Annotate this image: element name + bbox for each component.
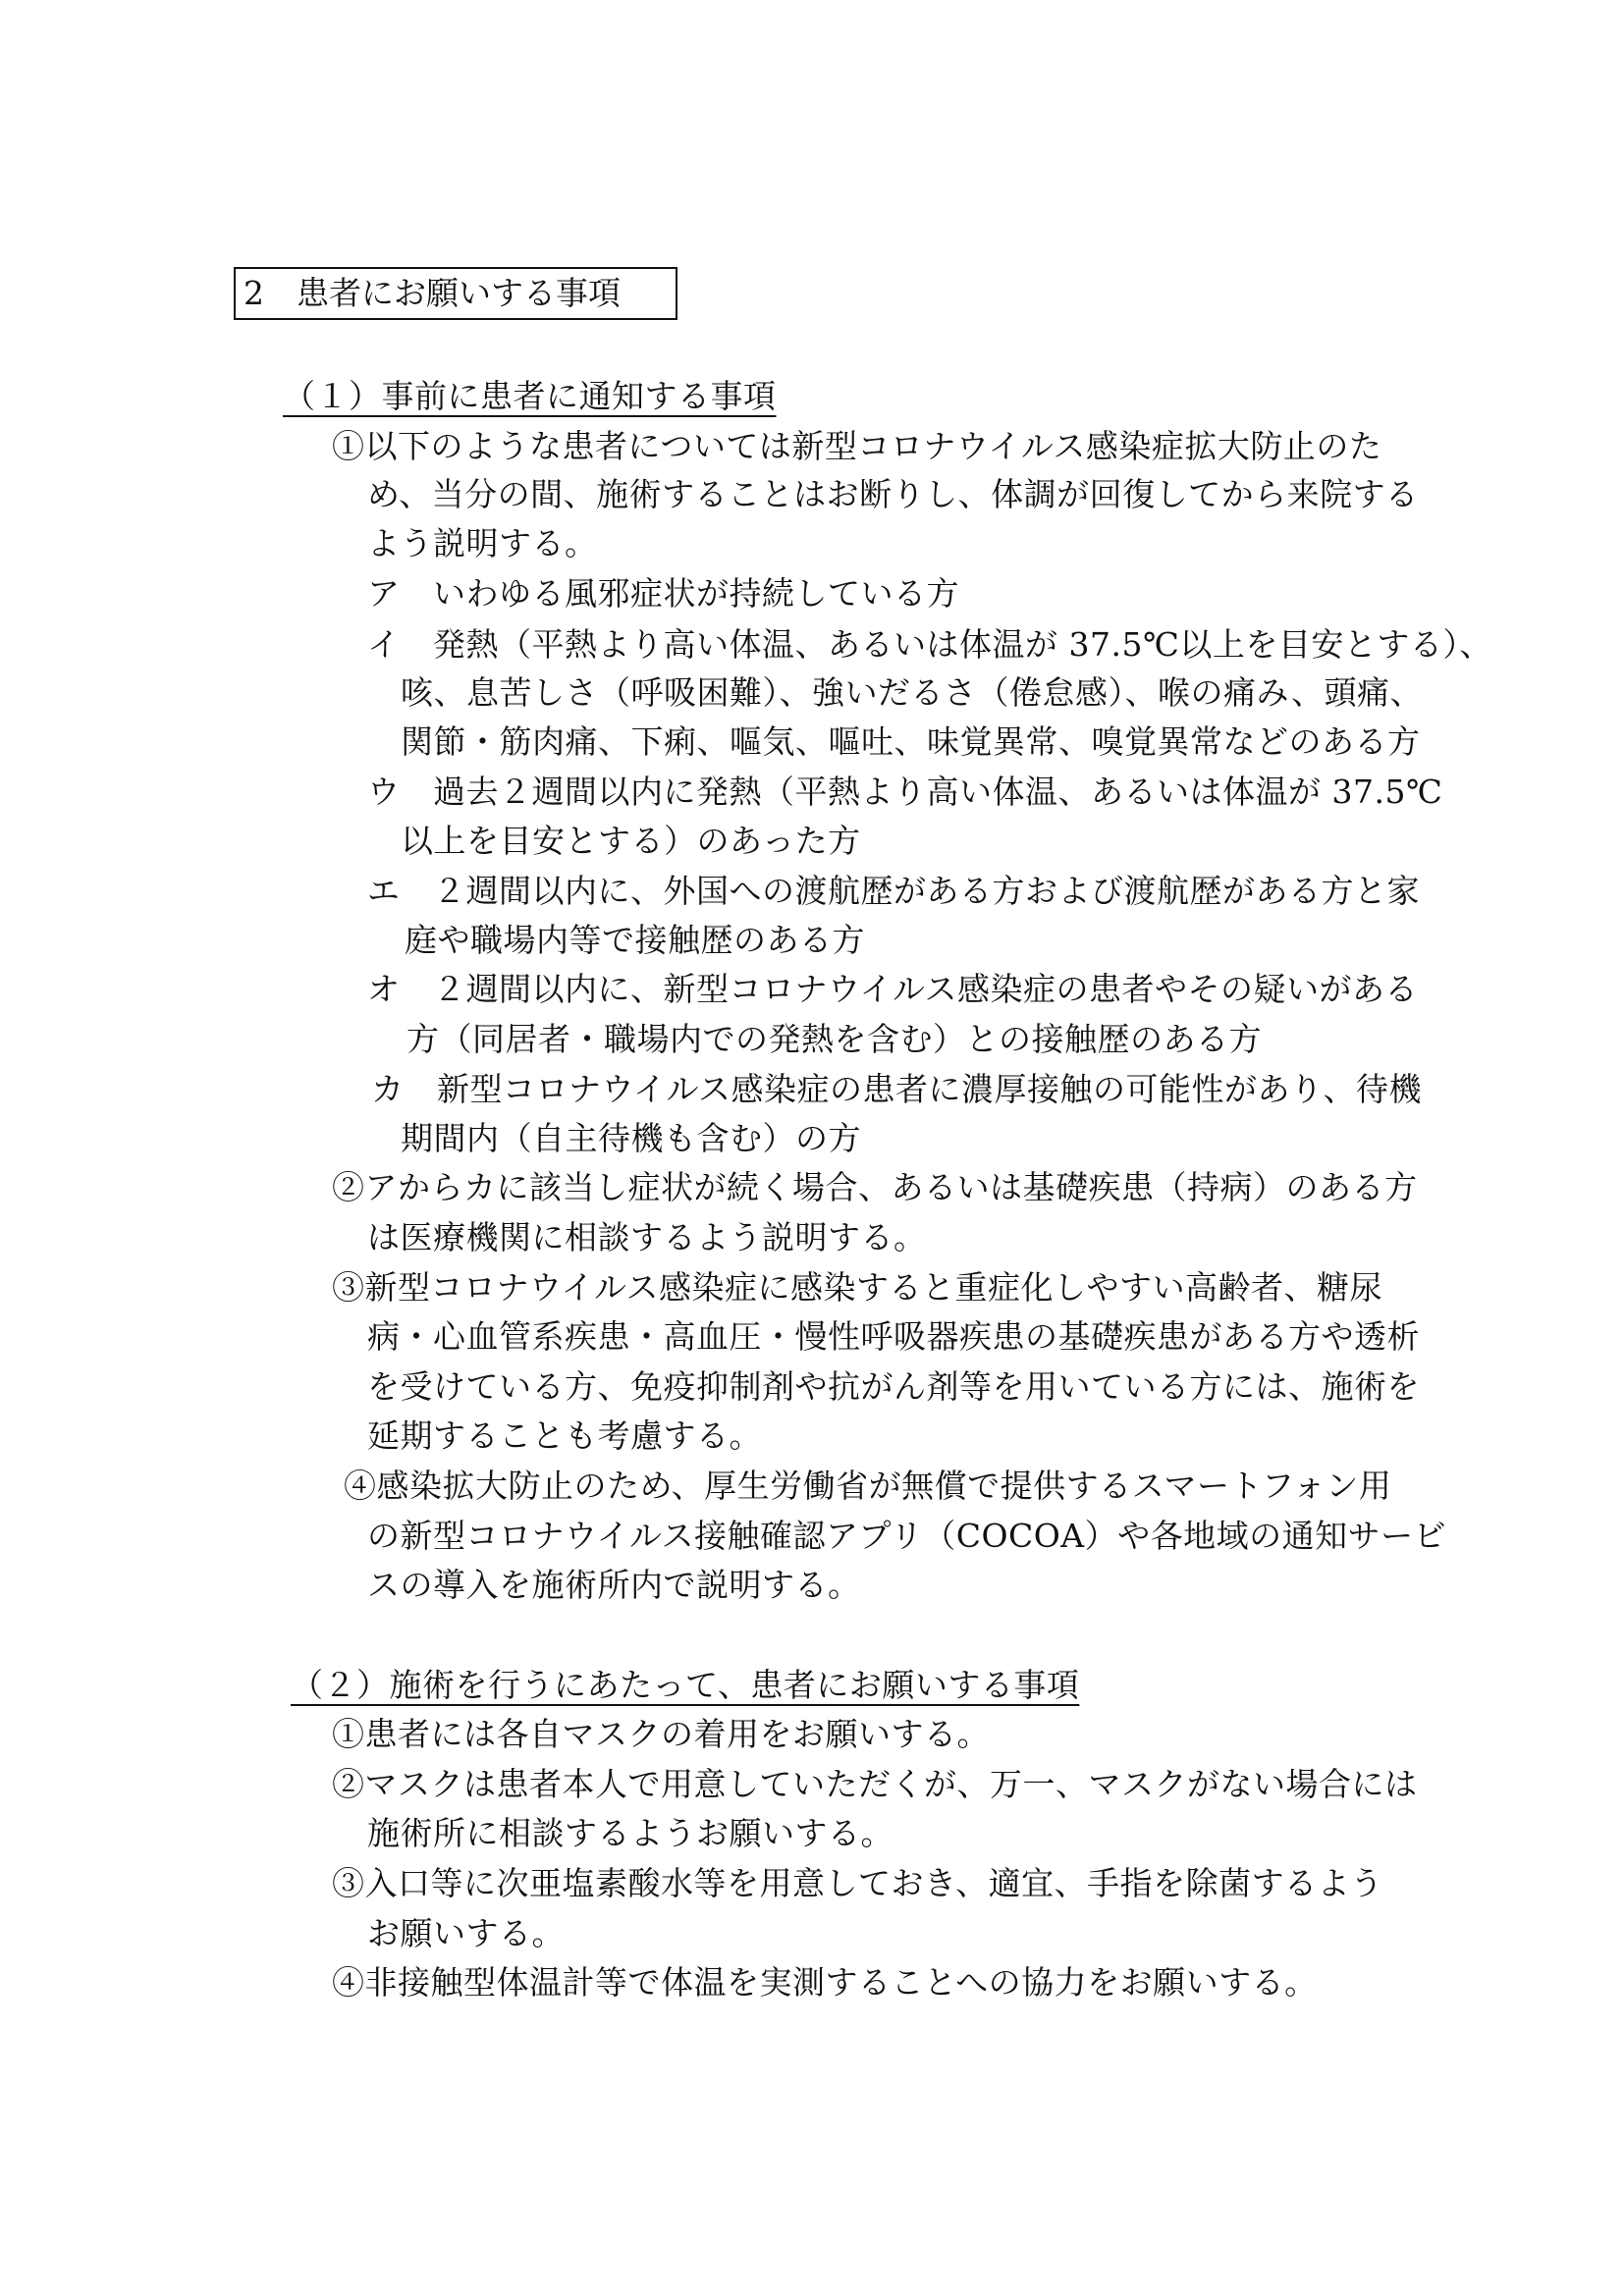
part1-line: ③新型コロナウイルス感染症に感染すると重症化しやすい高齢者、糖尿 <box>332 1268 1383 1307</box>
part2-line: ③入口等に次亜塩素酸水等を用意しておき、適宜、手指を除菌するよう <box>332 1864 1383 1902</box>
part1-line: め、当分の間、施術することはお断りし、体調が回復してから来院する <box>367 475 1419 513</box>
part1-line: 以上を目安とする）のあった方 <box>401 822 861 860</box>
part1-line: 期間内（自主待機も含む）の方 <box>401 1119 861 1157</box>
part1-line: ア いわゆる風邪症状が持続している方 <box>367 574 959 613</box>
part1-line: エ ２週間以内に、外国への渡航歴がある方および渡航歴がある方と家 <box>367 872 1420 910</box>
part1-line: 咳、息苦しさ（呼吸困難）、強いだるさ（倦怠感）、喉の痛み、頭痛、 <box>401 673 1423 712</box>
part1-line: 庭や職場内等で接触歴のある方 <box>405 921 865 959</box>
part2-line: ④非接触型体温計等で体温を実測することへの協力をお願いする。 <box>332 1963 1318 2002</box>
part2-line: お願いする。 <box>367 1914 565 1952</box>
part1-line: カ 新型コロナウイルス感染症の患者に濃厚接触の可能性があり、待機 <box>371 1070 1423 1108</box>
part1-line: よう説明する。 <box>367 524 598 562</box>
part1-line: ①以下のような患者については新型コロナウイルス感染症拡大防止のた <box>332 427 1382 465</box>
part1-line: イ 発熱（平熱より高い体温、あるいは体温が 37.5℃以上を目安とする）、 <box>367 625 1492 664</box>
part1-line: の新型コロナウイルス接触確認アプリ（COCOA）や各地域の通知サービ <box>367 1517 1447 1555</box>
part1-line: ウ 過去２週間以内に発熱（平熱より高い体温、あるいは体温が 37.5℃ <box>367 773 1443 811</box>
part1-line: 病・心血管系疾患・高血圧・慢性呼吸器疾患の基礎疾患がある方や透析 <box>367 1317 1420 1356</box>
part2-line: ②マスクは患者本人で用意していただくが、万一、マスクがない場合には <box>332 1765 1418 1803</box>
part1-line: 方（同居者・職場内での発熱を含む）との接触歴のある方 <box>406 1020 1262 1058</box>
part1-line: ④感染拡大防止のため、厚生労働省が無償で提供するスマートフォン用 <box>344 1467 1392 1505</box>
part1-line: スの導入を施術所内で説明する。 <box>367 1566 861 1604</box>
part1-line: を受けている方、免疫抑制剤や抗がん剤等を用いている方には、施術を <box>367 1367 1420 1406</box>
part1-line: オ ２週間以内に、新型コロナウイルス感染症の患者やその疑いがある <box>367 970 1419 1008</box>
part1-line: 延期することも考慮する。 <box>367 1416 762 1455</box>
part2-heading: （２）施術を行うにあたって、患者にお願いする事項 <box>291 1666 1080 1704</box>
part2-line: 施術所に相談するようお願いする。 <box>367 1814 893 1852</box>
part1-line: は医療機関に相談するよう説明する。 <box>367 1218 927 1256</box>
part1-line: ②アからカに該当し症状が続く場合、あるいは基礎疾患（持病）のある方 <box>332 1168 1418 1206</box>
part2-line: ①患者には各自マスクの着用をお願いする。 <box>332 1715 990 1753</box>
part1-line: 関節・筋肉痛、下痢、嘔気、嘔吐、味覚異常、嗅覚異常などのある方 <box>401 722 1421 761</box>
section-title: 2 患者にお願いする事項 <box>234 267 677 320</box>
part1-heading: （１）事前に患者に通知する事項 <box>283 377 777 415</box>
